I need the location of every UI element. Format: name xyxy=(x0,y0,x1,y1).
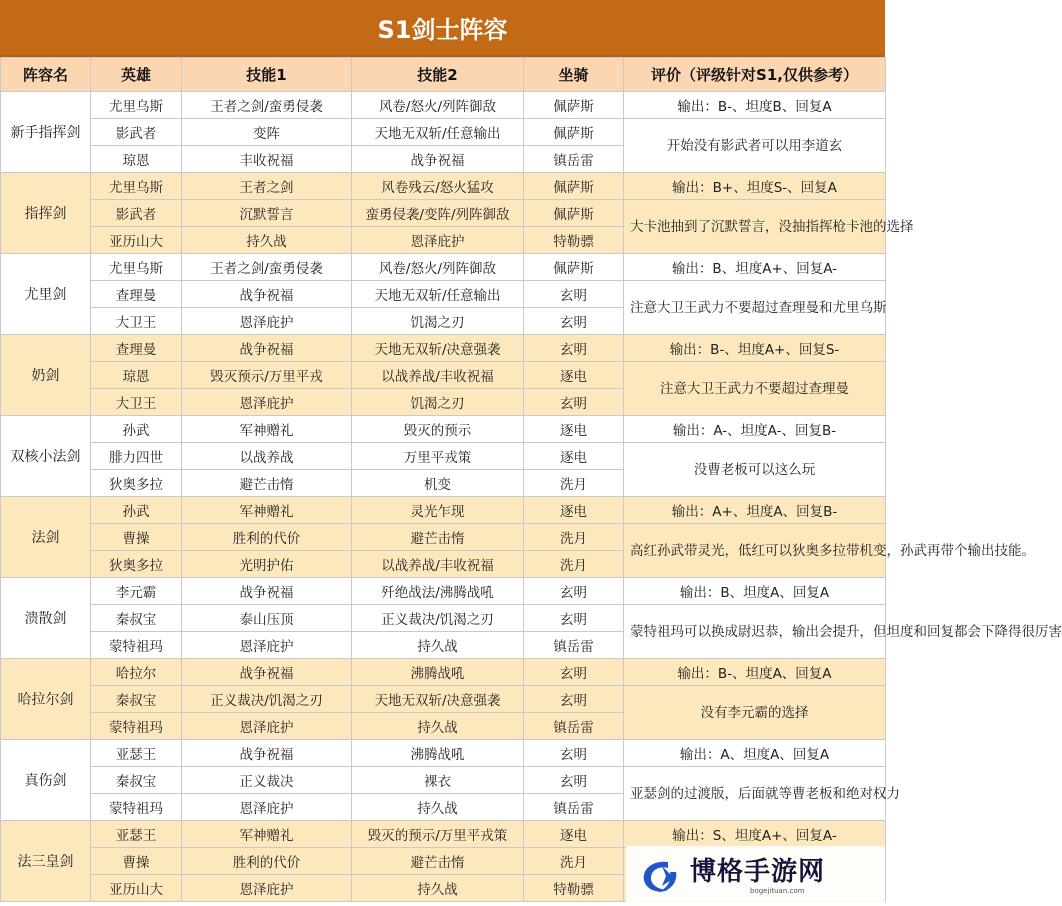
comment-cell: 没有李元霸的选择 xyxy=(624,686,886,740)
hero-cell: 琼恩 xyxy=(91,146,182,173)
skill-1-cell: 恩泽庇护 xyxy=(182,308,352,335)
skill-2-cell: 沸腾战吼 xyxy=(352,740,524,767)
mount-cell: 镇岳雷 xyxy=(524,632,624,659)
skill-1-cell: 战争祝福 xyxy=(182,281,352,308)
mount-cell: 洗月 xyxy=(524,551,624,578)
rating-cell: 输出：B、坦度A、回复A xyxy=(624,578,886,605)
mount-cell: 洗月 xyxy=(524,524,624,551)
skill-2-cell: 正义裁决/饥渴之刃 xyxy=(352,605,524,632)
skill-2-cell: 歼绝战法/沸腾战吼 xyxy=(352,578,524,605)
skill-1-cell: 胜利的代价 xyxy=(182,524,352,551)
rating-cell: 输出：B+、坦度S-、回复A xyxy=(624,173,886,200)
watermark-site-name: 博格手游网 xyxy=(690,856,826,887)
mount-cell: 玄明 xyxy=(524,335,624,362)
header-skill-2: 技能2 xyxy=(352,58,524,92)
mount-cell: 佩萨斯 xyxy=(524,254,624,281)
skill-2-cell: 风卷/怒火/列阵御敌 xyxy=(352,254,524,281)
lineup-name: 哈拉尔剑 xyxy=(1,659,91,740)
rating-cell: 输出：B-、坦度A+、回复S- xyxy=(624,335,886,362)
comment-cell: 注意大卫王武力不要超过查理曼和尤里乌斯 xyxy=(624,281,886,335)
hero-cell: 琼恩 xyxy=(91,362,182,389)
skill-1-cell: 战争祝福 xyxy=(182,659,352,686)
mount-cell: 玄明 xyxy=(524,659,624,686)
skill-1-cell: 泰山压顶 xyxy=(182,605,352,632)
skill-2-cell: 天地无双斩/决意强袭 xyxy=(352,686,524,713)
page-title: S1剑士阵容 xyxy=(0,0,885,57)
mount-cell: 玄明 xyxy=(524,389,624,416)
skill-2-cell: 战争祝福 xyxy=(352,146,524,173)
skill-1-cell: 战争祝福 xyxy=(182,335,352,362)
skill-1-cell: 毁灭预示/万里平戎 xyxy=(182,362,352,389)
skill-2-cell: 持久战 xyxy=(352,713,524,740)
header-lineup-name: 阵容名 xyxy=(1,58,91,92)
skill-2-cell: 持久战 xyxy=(352,632,524,659)
skill-1-cell: 王者之剑/蛮勇侵袭 xyxy=(182,92,352,119)
skill-2-cell: 饥渴之刃 xyxy=(352,389,524,416)
rating-cell: 输出：A-、坦度A-、回复B- xyxy=(624,416,886,443)
skill-1-cell: 丰收祝福 xyxy=(182,146,352,173)
table-row xyxy=(1,254,886,281)
table-row xyxy=(1,524,886,551)
site-watermark xyxy=(626,846,885,906)
table-row xyxy=(1,578,886,605)
mount-cell: 玄明 xyxy=(524,308,624,335)
skill-1-cell: 胜利的代价 xyxy=(182,848,352,875)
mount-cell: 镇岳雷 xyxy=(524,713,624,740)
skill-1-cell: 军神赠礼 xyxy=(182,497,352,524)
mount-cell: 特勒骠 xyxy=(524,875,624,902)
mount-cell: 玄明 xyxy=(524,605,624,632)
hero-cell: 蒙特祖玛 xyxy=(91,632,182,659)
table-row xyxy=(1,686,886,713)
hero-cell: 大卫王 xyxy=(91,389,182,416)
header-mount: 坐骑 xyxy=(524,58,624,92)
skill-1-cell: 战争祝福 xyxy=(182,740,352,767)
mount-cell: 洗月 xyxy=(524,848,624,875)
hero-cell: 尤里乌斯 xyxy=(91,254,182,281)
hero-cell: 蒙特祖玛 xyxy=(91,794,182,821)
hero-cell: 秦叔宝 xyxy=(91,686,182,713)
skill-2-cell: 机变 xyxy=(352,470,524,497)
rating-cell: 输出：A、坦度A、回复A xyxy=(624,740,886,767)
skill-1-cell: 王者之剑 xyxy=(182,173,352,200)
skill-1-cell: 正义裁决/饥渴之刃 xyxy=(182,686,352,713)
mount-cell: 特勒骠 xyxy=(524,227,624,254)
skill-2-cell: 蛮勇侵袭/变阵/列阵御敌 xyxy=(352,200,524,227)
table-row xyxy=(1,119,886,146)
skill-2-cell: 恩泽庇护 xyxy=(352,227,524,254)
hero-cell: 尤里乌斯 xyxy=(91,92,182,119)
table-row xyxy=(1,92,886,119)
skill-1-cell: 战争祝福 xyxy=(182,578,352,605)
skill-2-cell: 以战养战/丰收祝福 xyxy=(352,551,524,578)
skill-2-cell: 饥渴之刃 xyxy=(352,308,524,335)
skill-2-cell: 毁灭的预示 xyxy=(352,416,524,443)
hero-cell: 孙武 xyxy=(91,416,182,443)
skill-1-cell: 光明护佑 xyxy=(182,551,352,578)
skill-1-cell: 恩泽庇护 xyxy=(182,632,352,659)
hero-cell: 亚历山大 xyxy=(91,875,182,902)
table-row xyxy=(1,443,886,470)
mount-cell: 玄明 xyxy=(524,686,624,713)
mount-cell: 佩萨斯 xyxy=(524,200,624,227)
hero-cell: 亚瑟王 xyxy=(91,740,182,767)
skill-1-cell: 恩泽庇护 xyxy=(182,875,352,902)
comment-cell: 没曹老板可以这么玩 xyxy=(624,443,886,497)
table-row xyxy=(1,362,886,389)
header-skill-1: 技能1 xyxy=(182,58,352,92)
rating-cell: 输出：B-、坦度A、回复A xyxy=(624,659,886,686)
comment-cell: 亚瑟剑的过渡版，后面就等曹老板和绝对权力 xyxy=(624,767,886,821)
skill-2-cell: 持久战 xyxy=(352,875,524,902)
table-row xyxy=(1,416,886,443)
skill-2-cell: 天地无双斩/任意输出 xyxy=(352,119,524,146)
hero-cell: 腓力四世 xyxy=(91,443,182,470)
skill-2-cell: 灵光乍现 xyxy=(352,497,524,524)
rating-cell: 输出：A+、坦度A、回复B- xyxy=(624,497,886,524)
mount-cell: 逐电 xyxy=(524,416,624,443)
table-row xyxy=(1,335,886,362)
lineup-name: 奶剑 xyxy=(1,335,91,416)
hero-cell: 秦叔宝 xyxy=(91,767,182,794)
lineup-table xyxy=(0,57,1062,902)
hero-cell: 李元霸 xyxy=(91,578,182,605)
skill-2-cell: 沸腾战吼 xyxy=(352,659,524,686)
skill-2-cell: 万里平戎策 xyxy=(352,443,524,470)
lineup-name: 指挥剑 xyxy=(1,173,91,254)
table-row xyxy=(1,497,886,524)
skill-1-cell: 沉默誓言 xyxy=(182,200,352,227)
mount-cell: 玄明 xyxy=(524,740,624,767)
skill-2-cell: 裸衣 xyxy=(352,767,524,794)
lineup-name: 真伤剑 xyxy=(1,740,91,821)
skill-2-cell: 持久战 xyxy=(352,794,524,821)
mount-cell: 逐电 xyxy=(524,443,624,470)
skill-1-cell: 王者之剑/蛮勇侵袭 xyxy=(182,254,352,281)
table-row xyxy=(1,281,886,308)
skill-1-cell: 恩泽庇护 xyxy=(182,389,352,416)
hero-cell: 尤里乌斯 xyxy=(91,173,182,200)
hero-cell: 查理曼 xyxy=(91,335,182,362)
table-row xyxy=(1,740,886,767)
lineup-name: 新手指挥剑 xyxy=(1,92,91,173)
skill-1-cell: 正义裁决 xyxy=(182,767,352,794)
hero-cell: 亚历山大 xyxy=(91,227,182,254)
comment-cell: 高红孙武带灵光，低红可以狄奥多拉带机变，孙武再带个输出技能。 xyxy=(624,524,886,578)
table-row xyxy=(1,200,886,227)
skill-1-cell: 军神赠礼 xyxy=(182,821,352,848)
header-hero: 英雄 xyxy=(91,58,182,92)
skill-1-cell: 恩泽庇护 xyxy=(182,794,352,821)
skill-1-cell: 军神赠礼 xyxy=(182,416,352,443)
skill-2-cell: 避芒击惰 xyxy=(352,848,524,875)
mount-cell: 逐电 xyxy=(524,497,624,524)
skill-1-cell: 恩泽庇护 xyxy=(182,713,352,740)
skill-1-cell: 以战养战 xyxy=(182,443,352,470)
table-row xyxy=(1,659,886,686)
lineup-name: 法剑 xyxy=(1,497,91,578)
mount-cell: 逐电 xyxy=(524,821,624,848)
mount-cell: 玄明 xyxy=(524,767,624,794)
table-row xyxy=(1,605,886,632)
hero-cell: 哈拉尔 xyxy=(91,659,182,686)
mount-cell: 镇岳雷 xyxy=(524,794,624,821)
mount-cell: 洗月 xyxy=(524,470,624,497)
table-row xyxy=(1,767,886,794)
rating-cell: 输出：B、坦度A+、回复A- xyxy=(624,254,886,281)
mount-cell: 玄明 xyxy=(524,578,624,605)
watermark-site-url: bogejituan.com xyxy=(750,886,805,895)
skill-1-cell: 避芒击惰 xyxy=(182,470,352,497)
skill-1-cell: 持久战 xyxy=(182,227,352,254)
hero-cell: 大卫王 xyxy=(91,308,182,335)
lineup-name: 尤里剑 xyxy=(1,254,91,335)
hero-cell: 蒙特祖玛 xyxy=(91,713,182,740)
mount-cell: 佩萨斯 xyxy=(524,119,624,146)
skill-2-cell: 天地无双斩/决意强袭 xyxy=(352,335,524,362)
mount-cell: 佩萨斯 xyxy=(524,173,624,200)
lineup-name: 双核小法剑 xyxy=(1,416,91,497)
skill-2-cell: 避芒击惰 xyxy=(352,524,524,551)
comment-cell: 开始没有影武者可以用李道玄 xyxy=(624,119,886,173)
header-evaluation: 评价（评级针对S1,仅供参考） xyxy=(624,58,886,92)
hero-cell: 曹操 xyxy=(91,848,182,875)
comment-cell: 大卡池抽到了沉默誓言，没抽指挥枪卡池的选择 xyxy=(624,200,886,254)
lineup-name: 法三皇剑 xyxy=(1,821,91,902)
lineup-name: 溃散剑 xyxy=(1,578,91,659)
hero-cell: 狄奥多拉 xyxy=(91,551,182,578)
table-row xyxy=(1,821,886,848)
skill-2-cell: 毁灭的预示/万里平戎策 xyxy=(352,821,524,848)
site-logo-icon xyxy=(638,856,682,896)
hero-cell: 影武者 xyxy=(91,119,182,146)
table-header-row xyxy=(1,58,886,92)
skill-2-cell: 以战养战/丰收祝福 xyxy=(352,362,524,389)
rating-cell: 输出：B-、坦度B、回复A xyxy=(624,92,886,119)
skill-2-cell: 天地无双斩/任意输出 xyxy=(352,281,524,308)
hero-cell: 狄奥多拉 xyxy=(91,470,182,497)
rating-cell: 输出：S、坦度A+、回复A- xyxy=(624,821,886,848)
skill-1-cell: 变阵 xyxy=(182,119,352,146)
skill-2-cell: 风卷/怒火/列阵御敌 xyxy=(352,92,524,119)
hero-cell: 曹操 xyxy=(91,524,182,551)
hero-cell: 亚瑟王 xyxy=(91,821,182,848)
mount-cell: 佩萨斯 xyxy=(524,92,624,119)
mount-cell: 逐电 xyxy=(524,362,624,389)
skill-2-cell: 风卷残云/怒火猛攻 xyxy=(352,173,524,200)
hero-cell: 查理曼 xyxy=(91,281,182,308)
mount-cell: 玄明 xyxy=(524,281,624,308)
comment-cell: 注意大卫王武力不要超过查理曼 xyxy=(624,362,886,416)
mount-cell: 镇岳雷 xyxy=(524,146,624,173)
table-row xyxy=(1,173,886,200)
hero-cell: 秦叔宝 xyxy=(91,605,182,632)
comment-cell: 蒙特祖玛可以换成尉迟恭，输出会提升，但坦度和回复都会下降得很厉害 xyxy=(624,605,886,659)
hero-cell: 孙武 xyxy=(91,497,182,524)
hero-cell: 影武者 xyxy=(91,200,182,227)
